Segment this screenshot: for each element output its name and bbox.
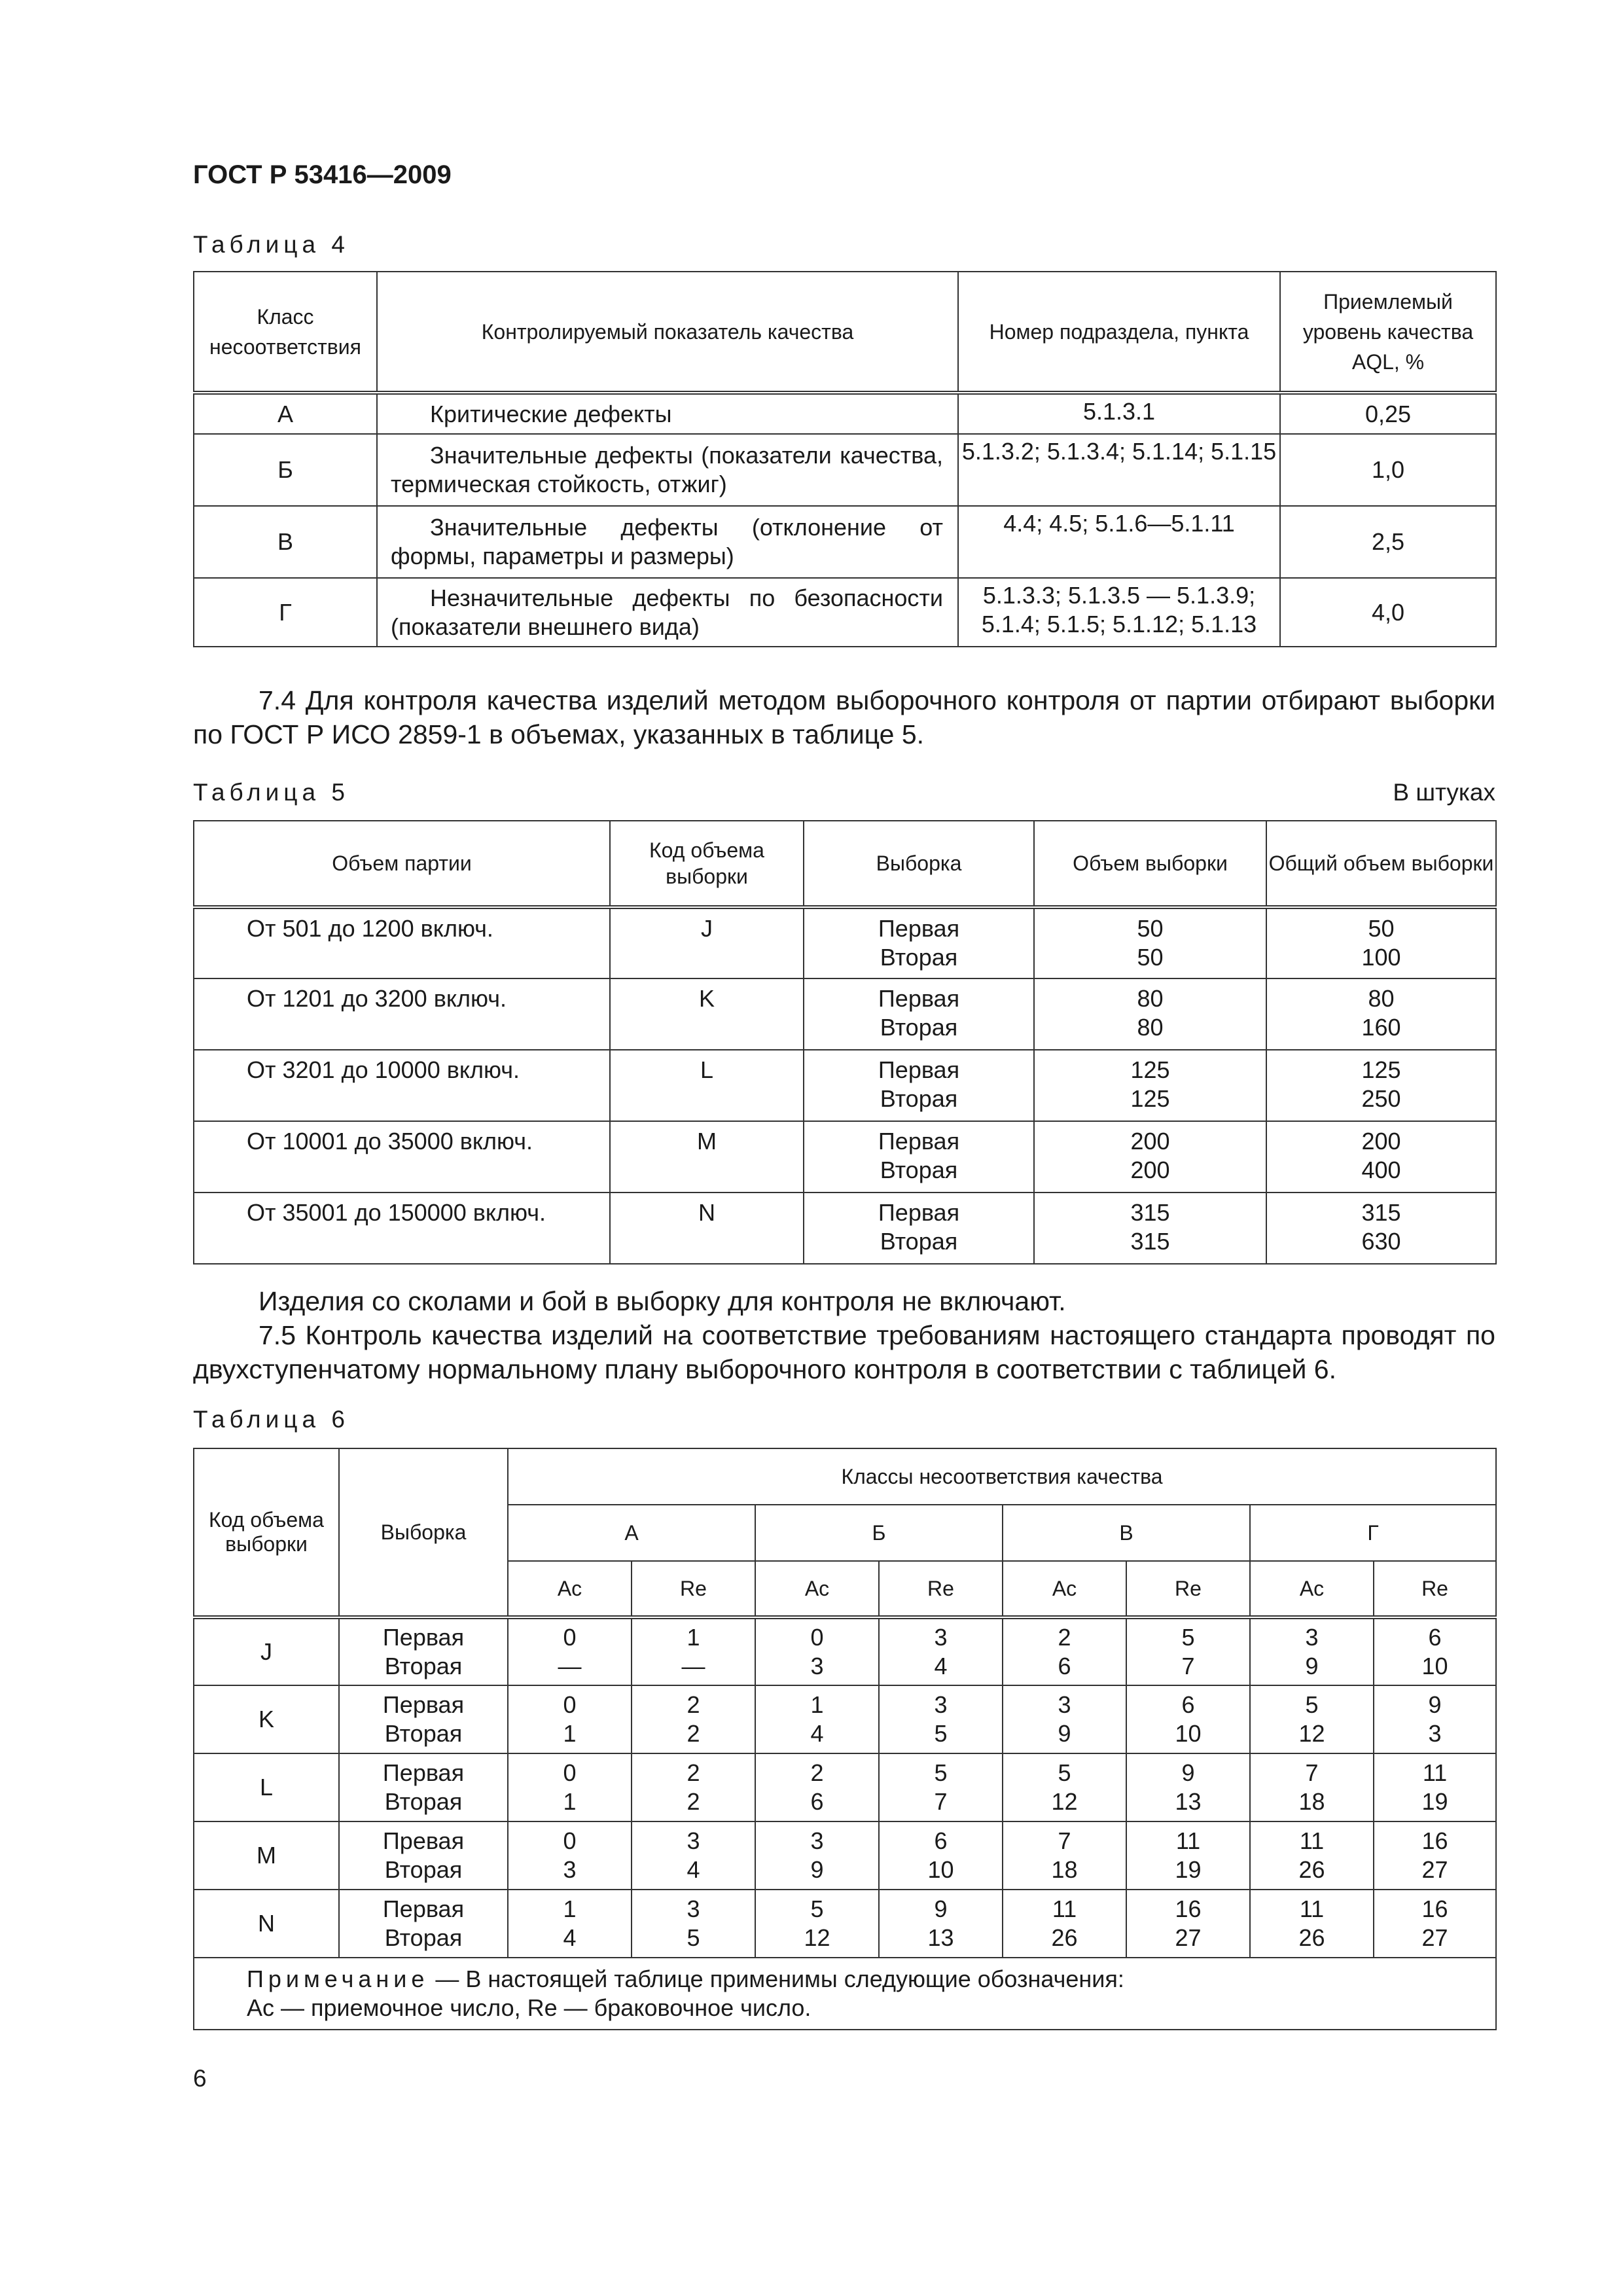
table6-value-first: 2 [810, 1759, 824, 1786]
table6-value-second: 12 [804, 1924, 830, 1951]
table5-sample-cell-first: Первая [878, 1199, 960, 1226]
table4-class-cell: Г [194, 578, 377, 647]
table6-value-second: 26 [1051, 1924, 1078, 1951]
table6-value-first: 9 [934, 1895, 948, 1922]
table-row [194, 1121, 1496, 1193]
table6-value-cell [1126, 1890, 1250, 1958]
table6-value-first: 3 [934, 1624, 948, 1651]
table6-header-sample: Выборка [339, 1448, 508, 1617]
table5-total-cell-second: 160 [1361, 1014, 1401, 1041]
table4-indicator-text: Критические дефекты [430, 400, 672, 427]
table6-value-second: 9 [1305, 1653, 1319, 1679]
table6-note [194, 1958, 1496, 2030]
table6-sample-first: Первая [382, 1691, 465, 1718]
table6-value-second: 6 [1058, 1653, 1071, 1679]
table6-value-first: 0 [563, 1827, 577, 1854]
table5-code-cell: K [610, 978, 804, 1050]
table6-class-b: Б [755, 1505, 1003, 1561]
table6-value-second: 9 [1058, 1720, 1071, 1747]
table6-value-second: 18 [1298, 1788, 1325, 1815]
table6-value-first: 9 [1428, 1691, 1442, 1718]
table6-sample-second: Вторая [384, 1924, 463, 1951]
paragraph-block-7-5 [193, 1284, 1495, 1386]
table6-value-first: 7 [1058, 1827, 1071, 1854]
table5-total-cell-second: 400 [1361, 1157, 1401, 1183]
table6-ac-header: Ac [508, 1561, 632, 1617]
table6-code-cell: L [194, 1753, 339, 1821]
table6-value-first: 0 [810, 1624, 824, 1651]
table5-total-cell-first: 200 [1361, 1128, 1401, 1155]
table6-value-second: 3 [563, 1856, 577, 1883]
table5-header-sample: Выборка [804, 821, 1034, 907]
table5-total-cell [1266, 1050, 1496, 1121]
table6-value-second: 3 [1428, 1720, 1442, 1747]
table6-value-cell [1126, 1821, 1250, 1890]
table6-sample-cell [339, 1821, 508, 1890]
table6-value-second: 10 [1421, 1653, 1448, 1679]
table6-value-second: 7 [934, 1788, 948, 1815]
table6-value-first: 16 [1421, 1895, 1448, 1922]
table4-aql-cell: 1,0 [1280, 434, 1496, 506]
table6-value-cell [632, 1890, 755, 1958]
table6-value-cell [1250, 1821, 1374, 1890]
table6-ac-header: Ac [1003, 1561, 1126, 1617]
table5-total-cell [1266, 1193, 1496, 1264]
table5-total-cell [1266, 978, 1496, 1050]
table5-total-cell [1266, 1121, 1496, 1193]
table5-total-cell-first: 315 [1361, 1199, 1401, 1226]
table5-volume-cell-second: 315 [1130, 1228, 1170, 1255]
table6-value-first: 5 [810, 1895, 824, 1922]
table4-indicator-cell [377, 434, 958, 506]
table6-sample-cell [339, 1617, 508, 1685]
table5-lot-cell: От 10001 до 35000 включ. [194, 1121, 610, 1193]
table6-value-first: 11 [1299, 1895, 1325, 1922]
table6-sample-first: Первая [382, 1624, 465, 1651]
table4-indicator-cell [377, 578, 958, 647]
table5-sample-cell [804, 1193, 1034, 1264]
table4-aql-cell: 4,0 [1280, 578, 1496, 647]
table4 [193, 271, 1497, 647]
table5-header-volume: Объем выборки [1034, 821, 1266, 907]
table6-value-cell [879, 1753, 1003, 1821]
table6-value-first: 5 [1058, 1759, 1071, 1786]
table6-class-v: В [1003, 1505, 1250, 1561]
table6-value-second: 4 [934, 1653, 948, 1679]
table6-value-cell [1003, 1821, 1126, 1890]
table6-value-cell [508, 1890, 632, 1958]
table5-header-total: Общий объем выборки [1266, 821, 1496, 907]
table6-value-cell [508, 1617, 632, 1685]
table4-aql-cell: 0,25 [1280, 393, 1496, 434]
table4-section-cell: 5.1.3.3; 5.1.3.5 — 5.1.3.9; 5.1.4; 5.1.5; 5.1.12; 5.1.13 [958, 578, 1280, 647]
table6-value-first: 6 [1181, 1691, 1195, 1718]
table6-value-cell [1250, 1685, 1374, 1753]
table6-value-cell [1003, 1617, 1126, 1685]
table6-value-second: 1 [563, 1720, 577, 1747]
table4-header-class: Класс несоответствия [194, 272, 377, 393]
table-row [194, 1890, 1496, 1958]
table6-value-second: 5 [934, 1720, 948, 1747]
table-row [194, 907, 1496, 978]
table4-section-cell: 5.1.3.2; 5.1.3.4; 5.1.14; 5.1.15 [958, 434, 1280, 506]
table6-value-second: 4 [563, 1924, 577, 1951]
table6-value-first: 0 [563, 1759, 577, 1786]
table6-value-cell [879, 1617, 1003, 1685]
table5-sample-cell [804, 907, 1034, 978]
table6-value-cell [755, 1753, 879, 1821]
table6-re-header: Re [1126, 1561, 1250, 1617]
table6-re-header: Re [879, 1561, 1003, 1617]
table6-value-first: 5 [934, 1759, 948, 1786]
table5-volume-cell-first: 125 [1130, 1056, 1170, 1083]
table5-volume-cell-first: 315 [1130, 1199, 1170, 1226]
table6-value-second: 10 [927, 1856, 954, 1883]
table6-value-second: 9 [810, 1856, 824, 1883]
table5-sample-cell-second: Вторая [880, 1228, 958, 1255]
table6-value-cell [1250, 1617, 1374, 1685]
table6-sample-second: Вторая [384, 1856, 463, 1883]
table5-volume-cell-first: 80 [1137, 985, 1164, 1012]
table6-value-first: 3 [1058, 1691, 1071, 1718]
table4-class-cell: В [194, 506, 377, 578]
table6-value-first: 11 [1052, 1895, 1077, 1922]
table6-value-first: 2 [1058, 1624, 1071, 1651]
table6-sample-second: Вторая [384, 1653, 463, 1679]
table6-value-first: 0 [563, 1624, 577, 1651]
table6-value-first: 1 [687, 1624, 700, 1651]
table5-volume-cell [1034, 907, 1266, 978]
table5-sample-cell-first: Первая [878, 915, 960, 942]
table6-value-cell [508, 1753, 632, 1821]
table4-header-section: Номер подраздела, пункта [958, 272, 1280, 393]
table5-sample-cell-first: Первая [878, 1128, 960, 1155]
table-row [194, 1617, 1496, 1685]
table-row [194, 1050, 1496, 1121]
table6-code-cell: K [194, 1685, 339, 1753]
table6-note-line1: — В настоящей таблице применимы следующие обозначения: [429, 1965, 1124, 1992]
table6-value-second: 4 [687, 1856, 700, 1883]
table6-value-cell [879, 1890, 1003, 1958]
table6-value-cell [1374, 1617, 1496, 1685]
table4-class-cell: Б [194, 434, 377, 506]
table6-value-first: 16 [1175, 1895, 1202, 1922]
table6-value-first: 0 [563, 1691, 577, 1718]
table6-value-cell [508, 1821, 632, 1890]
table4-class-cell: А [194, 393, 377, 434]
table6-note-label: Примечание [247, 1965, 429, 1992]
table5-sample-cell-second: Вторая [880, 944, 958, 971]
table6-value-first: 1 [810, 1691, 824, 1718]
table5-volume-cell [1034, 1121, 1266, 1193]
table-row [194, 978, 1496, 1050]
table6-value-cell [879, 1821, 1003, 1890]
table6-value-first: 3 [934, 1691, 948, 1718]
table6-value-second: 27 [1421, 1856, 1448, 1883]
table5-sample-cell-first: Первая [878, 985, 960, 1012]
paragraph-7-5: 7.5 Контроль качества изделий на соответствие требованиям настоящего стандарта проводят по двухступенчатому нормальному плану выборочного контроля в соответствии с таблицей 6. [193, 1320, 1495, 1384]
table6-value-first: 1 [563, 1895, 577, 1922]
table6-value-cell [1003, 1890, 1126, 1958]
table-row [194, 1753, 1496, 1821]
table-row [194, 1685, 1496, 1753]
table6-value-cell [1374, 1685, 1496, 1753]
table6-value-second: 27 [1421, 1924, 1448, 1951]
table-row [194, 578, 1496, 647]
table6-value-first: 3 [810, 1827, 824, 1854]
table5-volume-cell-first: 200 [1130, 1128, 1170, 1155]
table5-total-cell-first: 125 [1361, 1056, 1401, 1083]
table5-lot-cell: От 3201 до 10000 включ. [194, 1050, 610, 1121]
table4-indicator-cell [377, 506, 958, 578]
table5-lot-cell: От 1201 до 3200 включ. [194, 978, 610, 1050]
table6-value-cell [1250, 1890, 1374, 1958]
table6-note-line2: Ac — приемочное число, Re — браковочное число. [247, 1994, 812, 2021]
table5-total-cell-second: 100 [1361, 944, 1401, 971]
table6-value-second: 7 [1181, 1653, 1195, 1679]
table5-code-cell: M [610, 1121, 804, 1193]
table6-value-first: 11 [1299, 1827, 1325, 1854]
table6-value-cell [755, 1685, 879, 1753]
table5-total-cell-first: 80 [1368, 985, 1395, 1012]
table6-value-second: 12 [1051, 1788, 1078, 1815]
table5-volume-cell-first: 50 [1137, 915, 1164, 942]
table5-total-cell [1266, 907, 1496, 978]
table-row [194, 506, 1496, 578]
table5-sample-cell-second: Вторая [880, 1157, 958, 1183]
table4-section-cell: 5.1.3.1 [958, 393, 1280, 434]
table6-value-cell [1374, 1890, 1496, 1958]
table6-value-cell [1374, 1821, 1496, 1890]
table5-lot-cell: От 501 до 1200 включ. [194, 907, 610, 978]
table6-value-cell [1003, 1753, 1126, 1821]
table6-value-first: 3 [1305, 1624, 1319, 1651]
table6-value-cell [1126, 1753, 1250, 1821]
table6-value-second: 2 [687, 1720, 700, 1747]
table6-value-cell [755, 1890, 879, 1958]
table6-sample-cell [339, 1753, 508, 1821]
table6-value-cell [632, 1617, 755, 1685]
table6-value-cell [1126, 1685, 1250, 1753]
table6-value-first: 16 [1421, 1827, 1448, 1854]
table6-ac-header: Ac [755, 1561, 879, 1617]
table6-value-second: 19 [1421, 1788, 1448, 1815]
table6-code-cell: N [194, 1890, 339, 1958]
table5-sample-cell-second: Вторая [880, 1014, 958, 1041]
table5-volume-cell-second: 50 [1137, 944, 1164, 971]
table5-code-cell: L [610, 1050, 804, 1121]
table5-sample-cell [804, 1050, 1034, 1121]
table6-sample-first: Первая [382, 1759, 465, 1786]
table5-sample-cell-first: Первая [878, 1056, 960, 1083]
table4-header-aql: Приемлемый уровень качества AQL, % [1280, 272, 1496, 393]
table6-value-first: 5 [1305, 1691, 1319, 1718]
table4-indicator-text: Значительные дефекты (показатели качества, термическая стойкость, отжиг) [391, 442, 943, 497]
table4-indicator-cell [377, 393, 958, 434]
table5-unit: В штуках [1393, 779, 1495, 806]
table6-value-second: 1 [563, 1788, 577, 1815]
table6-value-cell [508, 1685, 632, 1753]
table6-value-cell [632, 1685, 755, 1753]
table6-value-first: 7 [1305, 1759, 1319, 1786]
table5-header-code: Код объема выборки [610, 821, 804, 907]
table6-re-header: Re [632, 1561, 755, 1617]
table6-value-first: 11 [1422, 1759, 1448, 1786]
table5-sample-cell [804, 978, 1034, 1050]
table6-sample-cell [339, 1890, 508, 1958]
table6-value-first: 6 [934, 1827, 948, 1854]
table6-header-code: Код объема выборки [194, 1448, 339, 1617]
table6-value-first: 2 [687, 1691, 700, 1718]
table6-value-first: 5 [1181, 1624, 1195, 1651]
table5-volume-cell-second: 125 [1130, 1085, 1170, 1112]
table6-sample-first: Первая [382, 1895, 465, 1922]
table6-value-second: 26 [1298, 1856, 1325, 1883]
table5-code-cell: N [610, 1193, 804, 1264]
table5-volume-cell [1034, 978, 1266, 1050]
table6-value-second: 5 [687, 1924, 700, 1951]
table6-value-cell [632, 1753, 755, 1821]
table4-indicator-text: Незначительные дефекты по безопасности (показатели внешнего вида) [391, 584, 943, 640]
table-row [194, 393, 1496, 434]
table6-sample-cell [339, 1685, 508, 1753]
document-header: ГОСТ Р 53416—2009 [193, 160, 452, 189]
table6-value-second: 3 [810, 1653, 824, 1679]
table6-sample-second: Вторая [384, 1720, 463, 1747]
table5-caption: Таблица 5 [193, 779, 349, 806]
table6-value-cell [1374, 1753, 1496, 1821]
table6-value-first: 11 [1175, 1827, 1201, 1854]
table6-value-second: 2 [687, 1788, 700, 1815]
table5-volume-cell-second: 80 [1137, 1014, 1164, 1041]
table6-value-first: 2 [687, 1759, 700, 1786]
table6-value-cell [1126, 1617, 1250, 1685]
table6-value-cell [1003, 1685, 1126, 1753]
table6-class-g: Г [1250, 1505, 1496, 1561]
paragraph-chips: Изделия со сколами и бой в выборку для контроля не включают. [259, 1286, 1066, 1316]
table4-indicator-text: Значительные дефекты (отклонение от формы, параметры и размеры) [391, 514, 943, 569]
table5-sample-cell-second: Вторая [880, 1085, 958, 1112]
table5-lot-cell: От 35001 до 150000 включ. [194, 1193, 610, 1264]
table6-sample-first: Превая [382, 1827, 465, 1854]
table5-header-lot: Объем партии [194, 821, 610, 907]
table6-value-first: 9 [1181, 1759, 1195, 1786]
table5-volume-cell-second: 200 [1130, 1157, 1170, 1183]
table6-caption: Таблица 6 [193, 1406, 349, 1433]
table6-code-cell: J [194, 1617, 339, 1685]
table6-value-cell [632, 1821, 755, 1890]
table6-value-first: 3 [687, 1827, 700, 1854]
table5-total-cell-second: 250 [1361, 1085, 1401, 1112]
table6-value-cell [755, 1617, 879, 1685]
table-row [194, 434, 1496, 506]
table4-aql-cell: 2,5 [1280, 506, 1496, 578]
table6-value-second: 12 [1298, 1720, 1325, 1747]
table6-value-second: — [681, 1653, 705, 1679]
paragraph-7-4: 7.4 Для контроля качества изделий методом выборочного контроля от партии отбирают выборки по ГОСТ Р ИСО 2859-1 в объемах, указанных в таблице 5. [193, 685, 1495, 749]
table6-value-second: 13 [1175, 1788, 1202, 1815]
table5-total-cell-second: 630 [1361, 1228, 1401, 1255]
table6-class-a: А [508, 1505, 755, 1561]
table4-caption: Таблица 4 [193, 231, 349, 258]
table-row [194, 1821, 1496, 1890]
table6-value-second: — [558, 1653, 582, 1679]
table6-sample-second: Вторая [384, 1788, 463, 1815]
table6-value-first: 6 [1428, 1624, 1442, 1651]
table5 [193, 820, 1497, 1265]
table5-code-cell: J [610, 907, 804, 978]
table6 [193, 1448, 1497, 2030]
table5-volume-cell [1034, 1193, 1266, 1264]
table6-value-first: 3 [687, 1895, 700, 1922]
table5-total-cell-first: 50 [1368, 915, 1395, 942]
table6-value-cell [879, 1685, 1003, 1753]
table5-volume-cell [1034, 1050, 1266, 1121]
table6-value-second: 13 [927, 1924, 954, 1951]
table6-value-second: 18 [1051, 1856, 1078, 1883]
table4-section-cell: 4.4; 4.5; 5.1.6—5.1.11 [958, 506, 1280, 578]
table6-value-second: 6 [810, 1788, 824, 1815]
table6-value-second: 10 [1175, 1720, 1202, 1747]
table-row [194, 1193, 1496, 1264]
table6-value-second: 26 [1298, 1924, 1325, 1951]
table6-ac-header: Ac [1250, 1561, 1374, 1617]
table6-header-classes: Классы несоответствия качества [508, 1448, 1496, 1505]
table6-value-second: 19 [1175, 1856, 1202, 1883]
table6-re-header: Re [1374, 1561, 1496, 1617]
table6-value-second: 4 [810, 1720, 824, 1747]
table6-value-cell [1250, 1753, 1374, 1821]
table6-code-cell: M [194, 1821, 339, 1890]
table4-header-indicator: Контролируемый показатель качества [377, 272, 958, 393]
page-number: 6 [193, 2065, 207, 2092]
table5-sample-cell [804, 1121, 1034, 1193]
table6-value-second: 27 [1175, 1924, 1202, 1951]
table6-value-cell [755, 1821, 879, 1890]
